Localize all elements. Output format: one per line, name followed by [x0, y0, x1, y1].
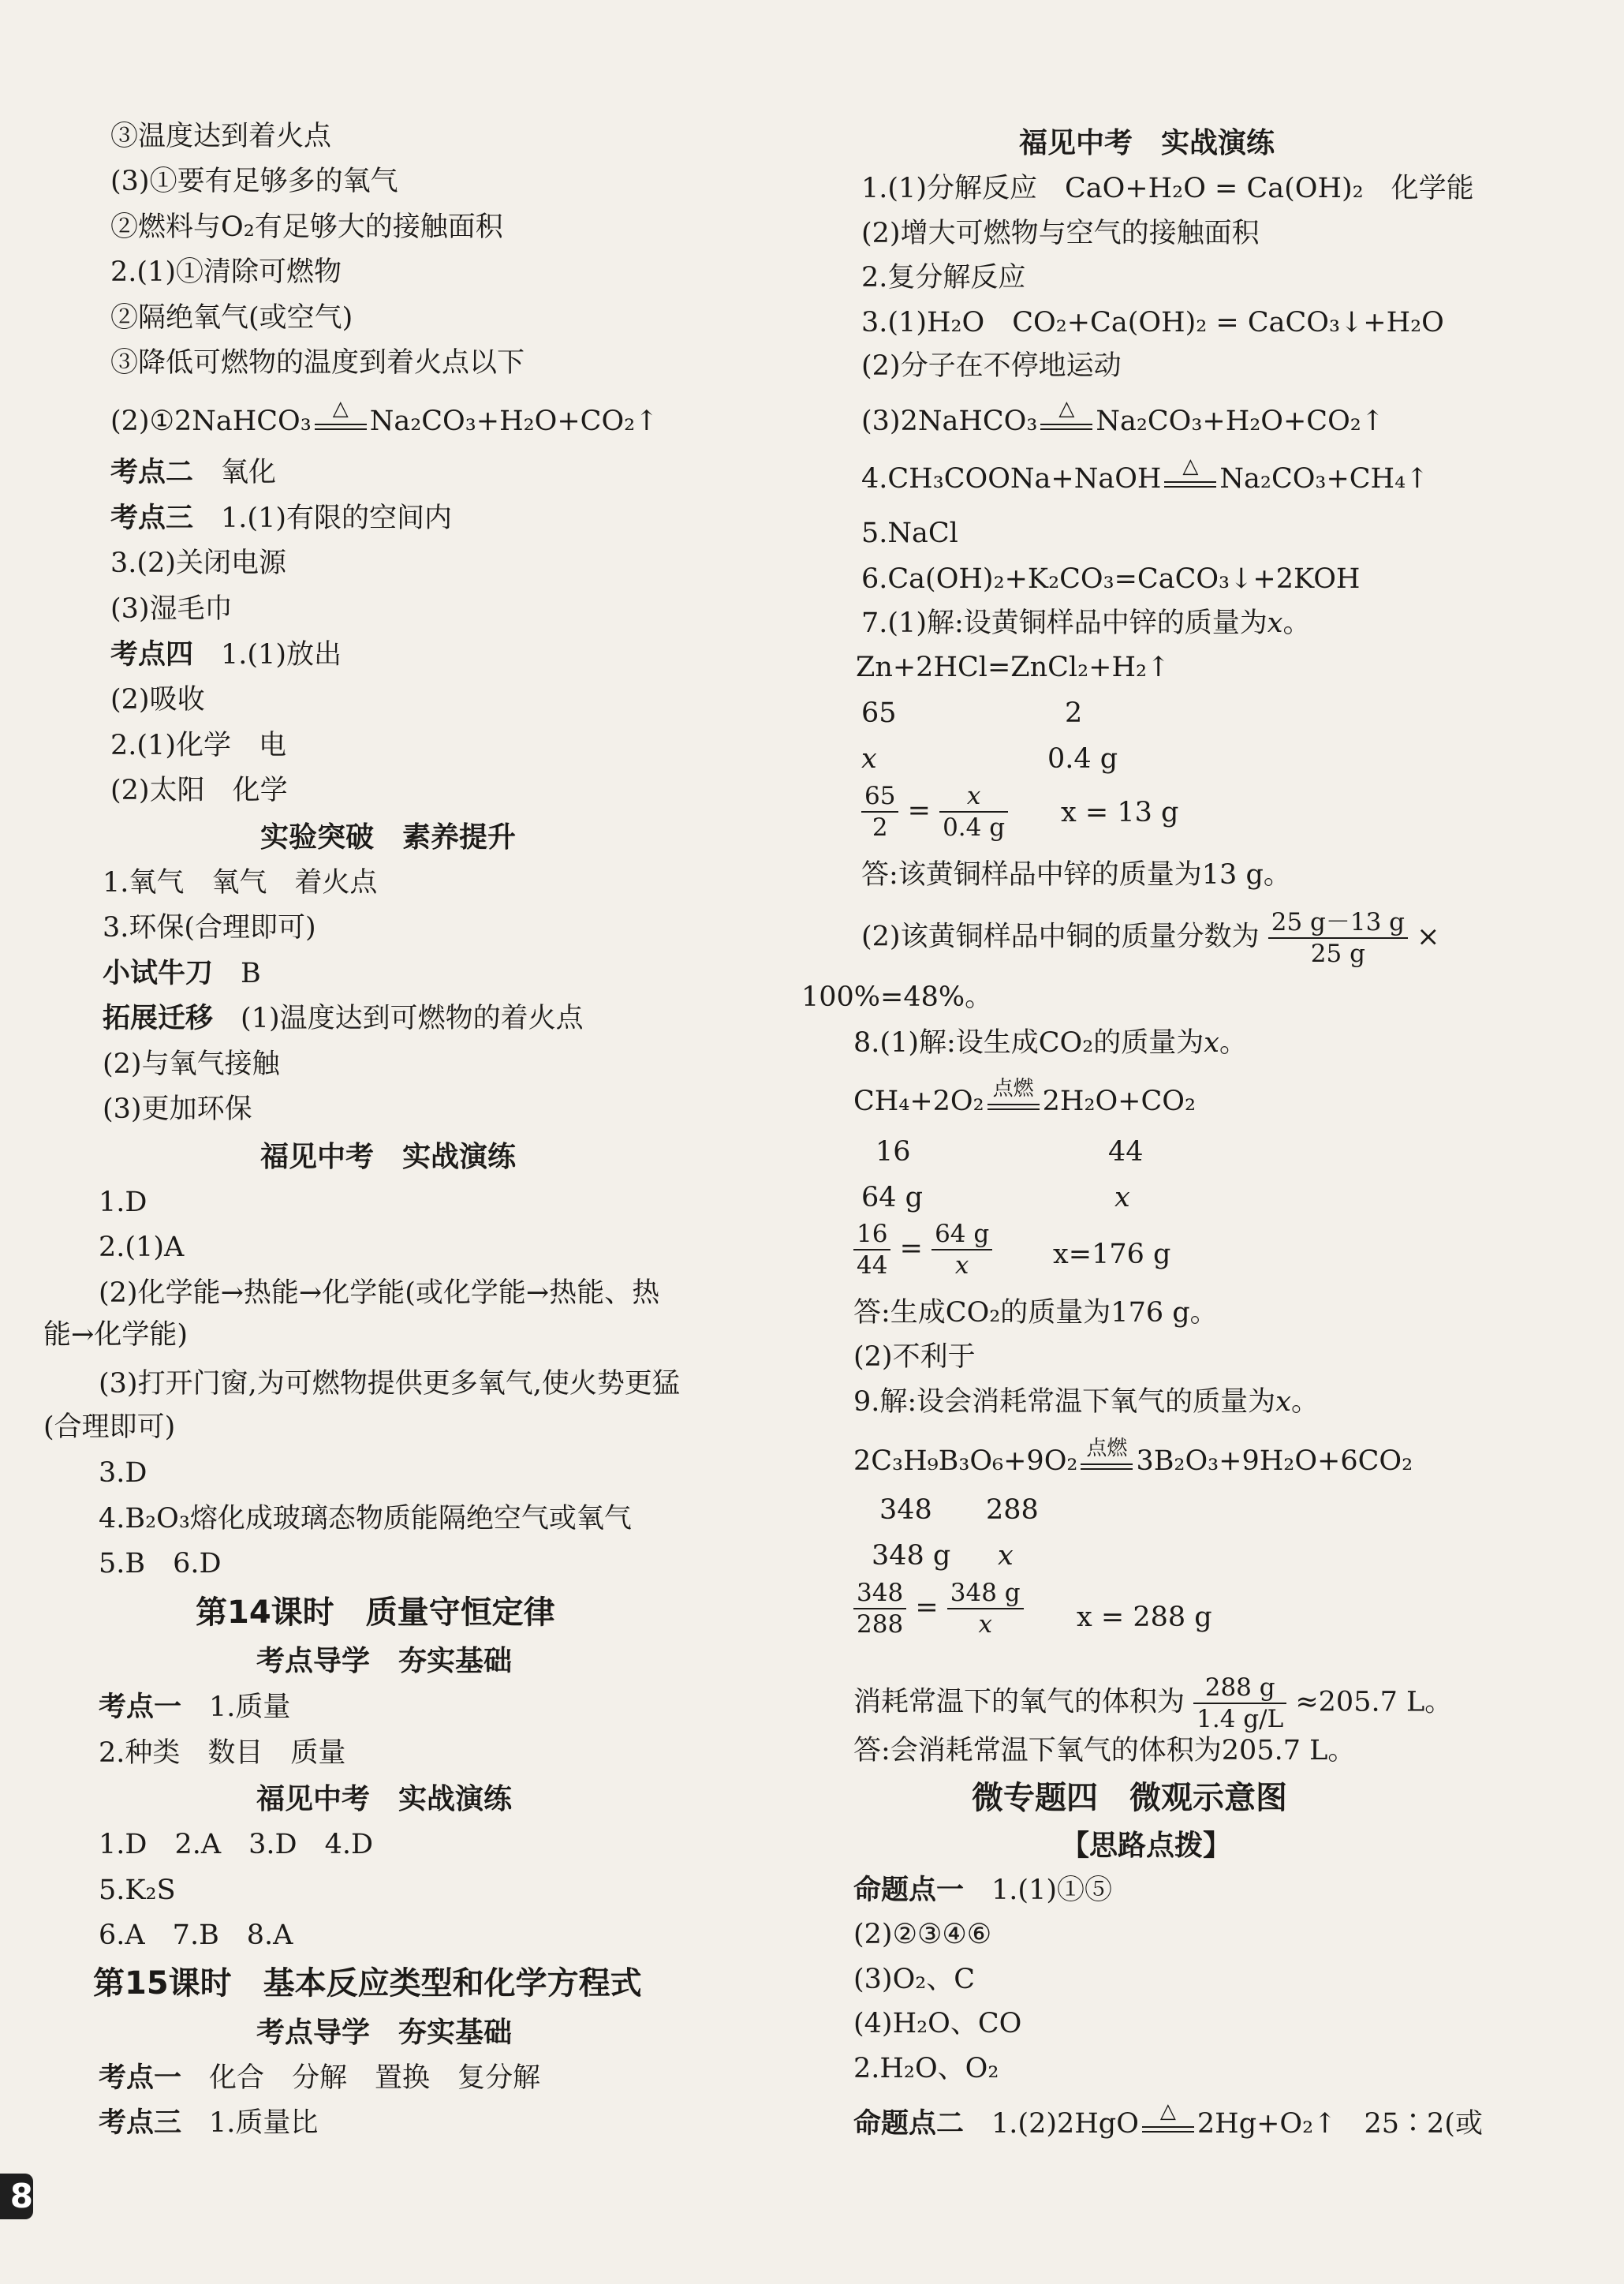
calc-result: x = 13 g	[1061, 797, 1179, 828]
section-heading: 【思路点拨】	[1061, 1830, 1232, 1862]
text-line	[861, 604, 1311, 642]
keypoint-label: 小试牛刀	[103, 958, 214, 989]
text-line: (3)O₂、C	[853, 1964, 976, 1995]
text-line	[99, 1688, 290, 1726]
calc-value: 16	[875, 1136, 911, 1168]
text-line	[99, 2059, 540, 2097]
text-line: (2)化学能→热能→化学能(或化学能→热能、热	[99, 1277, 660, 1309]
calc-value: x	[1114, 1182, 1130, 1213]
text-line: 2.种类 数目 质量	[99, 1737, 346, 1769]
text-line: 2.(1)化学 电	[110, 730, 286, 761]
reactants: 2C₃H₉B₃O₆+9O₂	[853, 1445, 1078, 1477]
keypoint-label: 考点四	[110, 639, 194, 671]
text-line: 能→化学能)	[43, 1319, 188, 1351]
calc-value: 348	[879, 1494, 932, 1526]
text-line: 3.(1)H₂O CO₂+Ca(OH)₂ = CaCO₃↓+H₂O	[861, 307, 1444, 338]
fraction	[853, 1578, 906, 1639]
equation-line	[110, 397, 659, 440]
numerator: 288 g	[1193, 1673, 1286, 1704]
fraction	[939, 781, 1008, 843]
fraction	[861, 781, 898, 843]
equation-line	[861, 454, 1429, 498]
text-line: (2)吸收	[110, 684, 205, 716]
denominator: 1.4 g/L	[1197, 1705, 1284, 1733]
heating-condition-sign	[1164, 454, 1216, 488]
proportion-line	[853, 1219, 992, 1280]
line-end: ≈205.7 L。	[1295, 1686, 1453, 1718]
text-line: ②隔绝氧气(或空气)	[110, 302, 353, 334]
fraction	[931, 1219, 992, 1280]
section-heading: 考点导学 夯实基础	[256, 1645, 513, 1677]
ignition-condition: 点燃	[992, 1077, 1034, 1101]
equals-sign: =	[907, 794, 931, 827]
text-line: 6.Ca(OH)₂+K₂CO₃=CaCO₃↓+2KOH	[861, 563, 1361, 595]
text-line: 1.氧气 氧气 着火点	[103, 867, 378, 899]
calc-value: 65	[861, 697, 897, 729]
text-line: 3.(2)关闭电源	[110, 548, 286, 579]
lesson-title: 第14课时 质量守恒定律	[196, 1594, 555, 1631]
text-line: ③温度达到着火点	[110, 121, 332, 152]
text-line: 2.(1)①清除可燃物	[110, 256, 342, 288]
text-line	[853, 1383, 1319, 1421]
keypoint-label: 命题点一	[853, 1875, 965, 1906]
text-line	[853, 1871, 1112, 1909]
line-text: 7.(1)解:设黄铜样品中锌的质量为	[861, 607, 1267, 639]
text-line: 4.B₂O₃熔化成玻璃态物质能隔绝空气或氧气	[99, 1503, 632, 1535]
denominator: x	[978, 1610, 992, 1639]
calc-value: 64 g	[861, 1182, 924, 1213]
equation-line	[853, 1437, 1413, 1480]
page-number-tab: 8	[0, 2174, 33, 2219]
text-line	[99, 2104, 318, 2142]
text-line: 1.(1)分解反应 CaO+H₂O = Ca(OH)₂ 化学能	[861, 173, 1474, 204]
ignition-condition: 点燃	[1086, 1437, 1128, 1460]
text-line: 2.(1)A	[99, 1232, 185, 1263]
denominator: 288	[857, 1610, 904, 1639]
reactants: 1.(2)2HgO	[991, 2108, 1139, 2140]
line-text: 9.解:设会消耗常温下氧气的质量为	[853, 1386, 1276, 1418]
reactants: (3)2NaHCO₃	[861, 406, 1038, 437]
text-line	[110, 499, 452, 537]
text-line: 5.NaCl	[861, 518, 958, 549]
text-line	[110, 636, 342, 674]
fraction	[1268, 907, 1408, 969]
products: 2H₂O+CO₂	[1042, 1086, 1197, 1117]
products: 2Hg+O₂↑ 25∶2(或	[1197, 2108, 1483, 2140]
ignition-condition-sign	[1081, 1437, 1133, 1470]
keypoint-label: 考点一	[99, 1692, 182, 1723]
fraction	[947, 1578, 1024, 1639]
line-end: ×	[1417, 921, 1440, 953]
products: Na₂CO₃+CH₄↑	[1219, 463, 1429, 495]
text-line	[861, 907, 1440, 969]
line-end: 。	[1219, 1027, 1248, 1059]
equation-line	[853, 1077, 1197, 1120]
text-line: 1.D	[99, 1187, 147, 1218]
numerator: 65	[861, 781, 898, 813]
equals-sign: =	[899, 1232, 923, 1265]
denominator: 25 g	[1310, 940, 1365, 968]
text-line: (3)①要有足够多的氧气	[110, 166, 398, 197]
heating-condition-sign	[1142, 2099, 1194, 2133]
products: Na₂CO₃+H₂O+CO₂↑	[1096, 406, 1385, 437]
text-line: Zn+2HCl=ZnCl₂+H₂↑	[856, 652, 1170, 683]
calc-result: x=176 g	[1053, 1239, 1171, 1270]
reactants: (2)①2NaHCO₃	[110, 406, 312, 437]
products: Na₂CO₃+H₂O+CO₂↑	[369, 406, 659, 437]
line-text: 消耗常温下的氧气的体积为	[853, 1686, 1185, 1718]
keypoint-text: 1.(1)有限的空间内	[221, 503, 453, 534]
section-heading: 福见中考 实战演练	[256, 1783, 513, 1815]
section-heading: 考点导学 夯实基础	[256, 2017, 513, 2049]
line-end: 。	[1290, 1386, 1319, 1418]
heating-condition: △	[1159, 2099, 1176, 2123]
numerator: 64 g	[931, 1219, 992, 1250]
calc-value: 348 g	[872, 1540, 951, 1572]
numerator: 348	[853, 1578, 906, 1609]
keypoint-label: 考点三	[110, 503, 194, 534]
denominator: x	[954, 1251, 969, 1280]
calc-value: x	[861, 743, 877, 775]
section-heading: 福见中考 实战演练	[260, 1141, 517, 1173]
text-line: ③降低可燃物的温度到着火点以下	[110, 347, 525, 379]
denominator: 44	[857, 1251, 888, 1280]
keypoint-text: 氧化	[221, 457, 277, 488]
denominator: 2	[872, 813, 888, 842]
heating-condition-sign	[1040, 397, 1092, 430]
variable: x	[1267, 607, 1283, 639]
text-line: (合理即可)	[43, 1411, 176, 1443]
text-line: 6.A 7.B 8.A	[99, 1920, 293, 1951]
calc-value: 2	[1065, 697, 1083, 729]
text-line: ②燃料与O₂有足够大的接触面积	[110, 211, 503, 243]
text-line	[853, 1024, 1247, 1062]
text-line: 3.环保(合理即可)	[103, 912, 316, 944]
fraction	[853, 1219, 890, 1280]
text-line: 答:生成CO₂的质量为176 g。	[853, 1297, 1218, 1329]
calc-value: 0.4 g	[1047, 743, 1118, 775]
numerator: x	[939, 781, 1008, 813]
proportion-line	[853, 1578, 1024, 1639]
calc-result: x = 288 g	[1077, 1602, 1212, 1633]
equals-sign: =	[915, 1591, 939, 1624]
heating-condition-sign	[315, 397, 367, 430]
line-text: (2)该黄铜样品中铜的质量分数为	[861, 921, 1260, 953]
text-line: (2)不利于	[853, 1341, 976, 1373]
text-line: 3.D	[99, 1457, 147, 1489]
reactants: CH₄+2O₂	[853, 1086, 984, 1117]
keypoint-text: 化合 分解 置换 复分解	[209, 2062, 541, 2094]
denominator: 0.4 g	[943, 813, 1006, 842]
variable: x	[1275, 1386, 1291, 1418]
keypoint-label: 拓展迁移	[103, 1003, 214, 1034]
calc-value: 44	[1108, 1136, 1144, 1168]
line-end: 。	[1282, 607, 1311, 639]
text-line: (2)分子在不停地运动	[861, 350, 1122, 382]
ignition-condition-sign	[987, 1077, 1040, 1110]
calc-value: 288	[986, 1494, 1039, 1526]
text-line: (3)打开门窗,为可燃物提供更多氧气,使火势更猛	[99, 1368, 680, 1400]
text-line	[103, 955, 261, 992]
equation-line	[861, 397, 1385, 440]
keypoint-text: 1.(1)①⑤	[991, 1875, 1113, 1906]
keypoint-label: 命题点二	[853, 2108, 965, 2140]
keypoint-text: (1)温度达到可燃物的着火点	[241, 1003, 584, 1034]
lesson-title: 第15课时 基本反应类型和化学方程式	[93, 1965, 642, 2002]
text-line: (3)湿毛巾	[110, 593, 233, 625]
products: 3B₂O₃+9H₂O+6CO₂	[1136, 1445, 1413, 1477]
keypoint-text: 1.质量比	[209, 2107, 319, 2139]
text-line: (4)H₂O、CO	[853, 2008, 1022, 2039]
text-line: (2)②③④⑥	[853, 1919, 992, 1950]
keypoint-text: 1.质量	[209, 1692, 291, 1723]
text-line: 2.复分解反应	[861, 262, 1026, 293]
text-line: 1.D 2.A 3.D 4.D	[99, 1829, 374, 1860]
text-line: 答:该黄铜样品中锌的质量为13 g。	[861, 859, 1291, 891]
equation-line	[853, 2099, 1483, 2143]
proportion-line	[861, 781, 1008, 843]
keypoint-text: B	[241, 958, 261, 989]
variable: x	[1204, 1027, 1220, 1059]
reactants: 4.CH₃COONa+NaOH	[861, 463, 1162, 495]
keypoint-label: 考点一	[99, 2062, 182, 2094]
text-line: 2.H₂O、O₂	[853, 2053, 999, 2084]
calc-value: x	[998, 1540, 1014, 1572]
section-heading: 福见中考 实战演练	[1019, 127, 1275, 159]
text-line: (2)增大可燃物与空气的接触面积	[861, 218, 1260, 249]
text-line: (3)更加环保	[103, 1093, 252, 1125]
text-line	[103, 1000, 584, 1037]
numerator: 25 g－13 g	[1268, 907, 1408, 939]
text-line: 答:会消耗常温下氧气的体积为205.7 L。	[853, 1735, 1356, 1766]
heating-condition: △	[1058, 397, 1075, 421]
keypoint-label: 考点二	[110, 457, 194, 488]
numerator: 16	[853, 1219, 890, 1250]
text-line: (2)太阳 化学	[110, 775, 288, 806]
keypoint-text: 1.(1)放出	[221, 639, 342, 671]
text-line	[110, 454, 276, 492]
section-heading: 实验突破 素养提升	[260, 821, 517, 854]
topic-title: 微专题四 微观示意图	[972, 1780, 1287, 1816]
numerator: 348 g	[947, 1578, 1024, 1609]
text-line: 5.K₂S	[99, 1875, 176, 1906]
keypoint-label: 考点三	[99, 2107, 182, 2139]
heating-condition: △	[1182, 454, 1199, 478]
text-line: (2)与氧气接触	[103, 1049, 280, 1080]
line-text: 8.(1)解:设生成CO₂的质量为	[853, 1027, 1204, 1059]
fraction	[1193, 1673, 1286, 1734]
text-line: 100%=48%。	[801, 981, 993, 1013]
heating-condition: △	[332, 397, 349, 421]
text-line	[853, 1673, 1452, 1734]
text-line: 5.B 6.D	[99, 1548, 222, 1579]
